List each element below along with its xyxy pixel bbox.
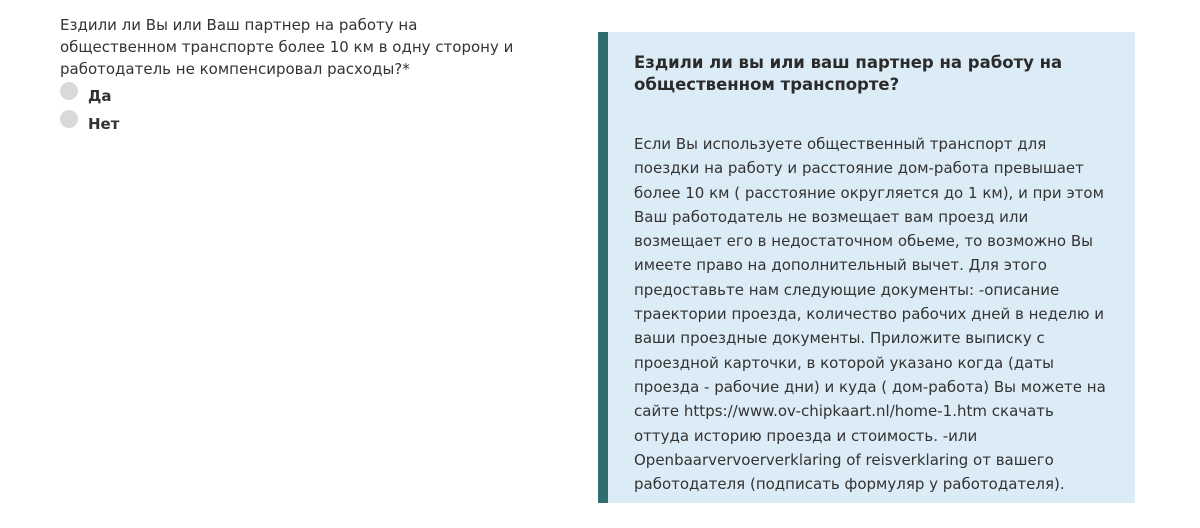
question-block: [60, 14, 530, 136]
radio-circle[interactable]: [60, 110, 78, 128]
radio-label-no: Нет: [88, 115, 120, 133]
radio-circle[interactable]: [60, 82, 78, 100]
info-panel-body: Если Вы используете общественный транспорт для поездки на работу и расстояние дом-работа превышает более 10 км ( расстояние округляется до 1 км), и при этом Ваш работодатель не возмещает вам проезд или возмещает его в недостаточном обьеме, то возможно Вы имеете право на дополнительный вычет. Для этого предоставьте нам следующие документы: -описание траектории проезда, количество рабочих дней в неделю и ваши проездные документы. Приложите выписку с проездной карточки, в которой указано когда (даты проезда - рабочие дни) и куда ( дом-работа) Вы можете на сайте https://www.ov-chipkaart.nl/home-1.htm скачать оттуда историю проезда и стоимость. -или Openbaarvervoerverklaring of reisverklaring от вашего работодателя (подписать формуляр у работодателя).: [634, 135, 1106, 494]
radio-label-yes: Да: [88, 87, 112, 105]
question-text: Ездили ли Вы или Ваш партнер на работу на общественном транспорте более 10 км в одну сторону и работодатель не компенсировал расходы?*: [60, 16, 514, 78]
info-panel-title: Ездили ли вы или ваш партнер на работу на общественном транспорте?: [634, 53, 1063, 94]
radio-option-no[interactable]: [60, 108, 530, 136]
radio-option-yes[interactable]: [60, 80, 530, 108]
info-panel: [598, 32, 1135, 503]
